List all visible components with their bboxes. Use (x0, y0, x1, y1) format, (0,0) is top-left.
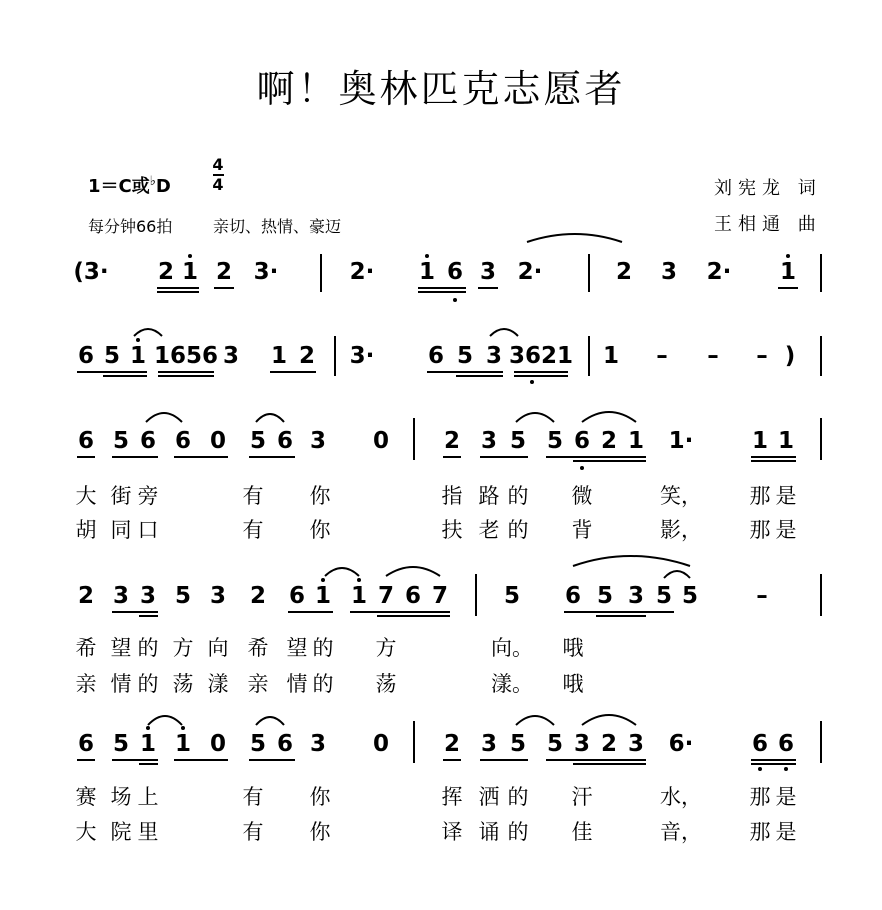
lyric-char: 亲 (247, 672, 269, 696)
lyric-char: 方 (375, 636, 397, 660)
lyric-char: 大 (75, 820, 97, 844)
lyric-char: 有 (242, 484, 264, 508)
note: 2· (517, 259, 543, 285)
lyrics-verse-1 (0, 781, 882, 811)
lyric-char: 荡 (172, 672, 194, 696)
dash: – (756, 583, 768, 609)
note: 5 (509, 428, 527, 454)
note: 0 (209, 731, 227, 757)
lyric-char: 街 (110, 484, 132, 508)
lyric-char: 你 (309, 785, 331, 809)
lyric-char: 有 (242, 820, 264, 844)
note: 0 (372, 731, 390, 757)
lyric-char: 情 (286, 672, 308, 696)
lyrics-verse-2 (0, 514, 882, 544)
note: 3 (309, 428, 327, 454)
note: 2 (443, 428, 461, 454)
key-text: 1＝C或 (88, 176, 150, 197)
lyric-char: 旁 (137, 484, 159, 508)
lyric-char: 哦 (562, 672, 584, 696)
tempo-marking: 每分钟66拍 (88, 217, 173, 236)
time-top: 4 (212, 155, 224, 174)
note: 1 (350, 583, 368, 609)
note: 5 (103, 343, 121, 369)
lyric-char: 是 (775, 484, 797, 508)
note: 3621 (508, 343, 574, 369)
lyric-char: 指 (441, 484, 463, 508)
key-note: D (155, 176, 171, 197)
note: 2 (249, 583, 267, 609)
note: 2 (600, 731, 618, 757)
note: 3 (573, 731, 591, 757)
lyric-char: 路 (478, 484, 500, 508)
dash: – (756, 343, 768, 369)
note: 6 (564, 583, 582, 609)
note: 3 (209, 583, 227, 609)
note: 5 (546, 731, 564, 757)
note: 6 (139, 428, 157, 454)
note: 3 (480, 731, 498, 757)
note: 3 (222, 343, 240, 369)
lyric-char: 音， (660, 820, 702, 844)
note: 2 (157, 259, 175, 285)
lyric-char: 上 (137, 785, 159, 809)
lyric-char: 汗 (571, 785, 593, 809)
note: 2 (600, 428, 618, 454)
note: 1 (139, 731, 157, 757)
note: 5 (596, 583, 614, 609)
note: 3 (309, 731, 327, 757)
lyric-char: 水， (660, 785, 702, 809)
lyric-char: 那 (749, 484, 771, 508)
note: 2 (298, 343, 316, 369)
lyric-char: 笑， (660, 484, 702, 508)
note: 6 (573, 428, 591, 454)
score-line-3 (0, 410, 882, 542)
key-signature (88, 172, 171, 198)
lyric-char: 的 (507, 785, 529, 809)
flat-sign: ♭ (149, 174, 156, 189)
note: 6 (77, 731, 95, 757)
paren: ) (784, 343, 796, 369)
note: 3 (479, 259, 497, 285)
lyric-char: 希 (247, 636, 269, 660)
note: 1 (129, 343, 147, 369)
note: 6 (777, 731, 795, 757)
lyric-char: 望 (286, 636, 308, 660)
composer-credit: 王相通 曲 (714, 214, 822, 235)
note: 1656 (153, 343, 219, 369)
lyric-char: 那 (749, 785, 771, 809)
lyric-char: 背 (571, 518, 593, 542)
note: 5 (112, 428, 130, 454)
note: 6 (446, 259, 464, 285)
dash: – (656, 343, 668, 369)
note: 6· (668, 731, 694, 757)
note: 3· (253, 259, 279, 285)
note: 7 (377, 583, 395, 609)
time-signature (210, 157, 226, 193)
lyric-char: 方 (172, 636, 194, 660)
note: 3 (627, 583, 645, 609)
expression-marking: 亲切、热情、豪迈 (213, 217, 342, 236)
lyric-char: 扶 (441, 518, 463, 542)
lyric-char: 有 (242, 518, 264, 542)
score-line-5 (0, 713, 882, 844)
note: 6 (288, 583, 306, 609)
lyric-char: 的 (312, 636, 334, 660)
note: 1 (602, 343, 620, 369)
note: 5 (503, 583, 521, 609)
note: 2 (215, 259, 233, 285)
note: 2 (443, 731, 461, 757)
note: 1 (779, 259, 797, 285)
lyric-char: 佳 (571, 820, 593, 844)
lyric-char: 哦 (562, 636, 584, 660)
lyric-char: 老 (478, 518, 500, 542)
lyric-char: 那 (749, 820, 771, 844)
note: 6 (77, 343, 95, 369)
note: 1 (627, 428, 645, 454)
note: 5 (681, 583, 699, 609)
lyric-char: 院 (110, 820, 132, 844)
lyric-char: 的 (507, 484, 529, 508)
lyric-char: 向 (207, 636, 229, 660)
note: 5 (249, 731, 267, 757)
lyric-char: 场 (110, 785, 132, 809)
score-line-4 (0, 566, 882, 696)
note: 0 (372, 428, 390, 454)
lyricist-credit: 刘宪龙 词 (714, 178, 822, 199)
lyric-char: 向。 (491, 636, 533, 660)
note: 2· (706, 259, 732, 285)
lyric-char: 里 (137, 820, 159, 844)
lyric-char: 那 (749, 518, 771, 542)
note: 2· (349, 259, 375, 285)
lyric-char: 的 (507, 820, 529, 844)
lyric-char: 是 (775, 820, 797, 844)
time-bottom: 4 (212, 175, 224, 194)
lyric-char: 你 (309, 518, 331, 542)
note: 6 (751, 731, 769, 757)
lyric-char: 口 (137, 518, 159, 542)
note: 6 (427, 343, 445, 369)
lyric-char: 胡 (75, 518, 97, 542)
note: 3 (627, 731, 645, 757)
lyric-char: 洒 (478, 785, 500, 809)
note: 3 (139, 583, 157, 609)
note: 2 (615, 259, 633, 285)
note: 6 (276, 428, 294, 454)
note: 1 (181, 259, 199, 285)
lyric-char: 你 (309, 820, 331, 844)
note: 5 (655, 583, 673, 609)
lyric-char: 漾。 (491, 672, 533, 696)
note: 5 (174, 583, 192, 609)
note: 6 (77, 428, 95, 454)
lyric-char: 的 (507, 518, 529, 542)
lyrics-verse-2 (0, 668, 882, 698)
note: 3 (660, 259, 678, 285)
note: 1 (751, 428, 769, 454)
lyric-char: 同 (110, 518, 132, 542)
lyric-char: 赛 (75, 785, 97, 809)
lyric-char: 情 (110, 672, 132, 696)
lyric-char: 译 (441, 820, 463, 844)
lyric-char: 的 (137, 672, 159, 696)
note: 3 (485, 343, 503, 369)
lyric-char: 影， (660, 518, 702, 542)
lyric-char: 漾 (207, 672, 229, 696)
lyric-char: 是 (775, 785, 797, 809)
note: 1 (174, 731, 192, 757)
note: 3· (349, 343, 375, 369)
lyric-char: 挥 (441, 785, 463, 809)
note: 5 (249, 428, 267, 454)
note: 6 (174, 428, 192, 454)
lyric-char: 的 (137, 636, 159, 660)
note: (3· (73, 259, 109, 285)
note: 6 (276, 731, 294, 757)
note: 1· (668, 428, 694, 454)
lyric-char: 大 (75, 484, 97, 508)
lyric-char: 的 (312, 672, 334, 696)
lyric-char: 微 (571, 484, 593, 508)
note: 5 (546, 428, 564, 454)
lyric-char: 亲 (75, 672, 97, 696)
lyric-char: 荡 (375, 672, 397, 696)
lyric-char: 是 (775, 518, 797, 542)
lyrics-verse-1 (0, 480, 882, 510)
note: 3 (112, 583, 130, 609)
note: 2 (77, 583, 95, 609)
lyric-char: 有 (242, 785, 264, 809)
lyric-char: 希 (75, 636, 97, 660)
lyrics-verse-1 (0, 632, 882, 662)
note: 6 (404, 583, 422, 609)
dash: – (707, 343, 719, 369)
note: 1 (777, 428, 795, 454)
lyric-char: 你 (309, 484, 331, 508)
note: 3 (480, 428, 498, 454)
lyric-char: 望 (110, 636, 132, 660)
note: 1 (270, 343, 288, 369)
lyric-char: 诵 (478, 820, 500, 844)
note: 5 (509, 731, 527, 757)
lyrics-verse-2 (0, 816, 882, 846)
note: 7 (431, 583, 449, 609)
note: 0 (209, 428, 227, 454)
note: 5 (456, 343, 474, 369)
note: 1 (314, 583, 332, 609)
song-title: 啊！奥林匹克志愿者 (256, 67, 626, 111)
note: 5 (112, 731, 130, 757)
note: 1 (418, 259, 436, 285)
